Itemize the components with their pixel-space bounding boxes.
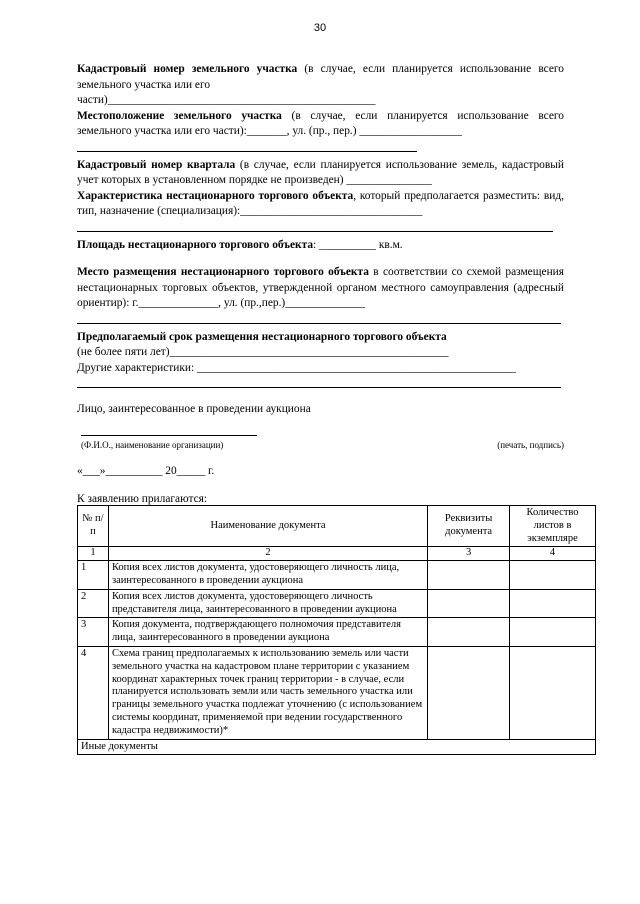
row-name: Копия документа, подтверждающего полномочия представителя лица, заинтересованного в проведении аукциона [108, 618, 427, 647]
interested-person: Лицо, заинтересованное в проведении аукциона [77, 403, 311, 415]
placement-extra-line[interactable] [77, 312, 561, 324]
page-number: 30 [313, 22, 327, 34]
row-name: Схема границ предполагаемых к использованию земель или части земельного участка на кадастровом плане территории с указанием координат характерных точек границ территории - в случае, если планируется использовать земли или часть земельного участка или границы земельного участка подлежат уточнению (с использованием системы координат, применяемой при ведении государственного кадастра недвижимости)* [108, 646, 427, 739]
location-extra-line[interactable] [77, 140, 417, 152]
cadastral-plot-label: Кадастровый номер земельного участка [77, 63, 298, 75]
cadastral-quarter-text[interactable]: (в случае, если планируется использование земель, кадастровый учет которых в установленном порядке не произведен) _______________ [77, 158, 564, 186]
term-label: Предполагаемый срок размещения нестационарного торгового объекта [77, 330, 447, 343]
other-documents: Иные документы [78, 739, 596, 755]
cadastral-quarter-field [77, 158, 564, 189]
signature-right-caption: (печать, подпись) [497, 439, 564, 450]
row-count[interactable] [510, 561, 596, 590]
table-row [78, 646, 596, 739]
characteristic-text[interactable]: , который предполагается разместить: вид, тип, назначение (специализация):________________________________ [77, 189, 564, 217]
header-count: Количество листов в экземпляре [510, 506, 596, 547]
area-text[interactable]: : __________ кв.м. [313, 238, 403, 251]
application-form [77, 62, 579, 755]
area-label: Площадь нестационарного торгового объекта [77, 238, 314, 251]
row-requisites[interactable] [428, 618, 510, 647]
index-cell: 3 [428, 547, 510, 561]
placement-label: Место размещения нестационарного торгового объекта [77, 266, 369, 278]
area-field [77, 238, 564, 254]
other-extra-line[interactable] [77, 376, 561, 388]
index-cell: 2 [108, 547, 427, 561]
date-line[interactable]: «___»__________ 20_____ г. [77, 464, 215, 477]
row-count[interactable] [510, 618, 596, 647]
signature-left-caption: (Ф.И.О., наименование организации) [81, 439, 224, 450]
row-count[interactable] [510, 589, 596, 618]
signature-block [77, 432, 564, 462]
table-header-row [78, 506, 596, 547]
characteristic-label: Характеристика нестационарного торгового объекта [77, 189, 354, 202]
characteristic-extra-line[interactable] [77, 220, 553, 232]
row-num: 4 [78, 646, 109, 739]
table-row [78, 618, 596, 647]
row-num: 1 [78, 561, 109, 590]
attachments-label: К заявлению прилагаются: [77, 493, 208, 505]
row-num: 3 [78, 618, 109, 647]
cadastral-plot-line[interactable]: части)_______________________________________________ [77, 94, 376, 106]
table-footer-row [78, 739, 596, 755]
cadastral-quarter-label: Кадастровый номер квартала [77, 158, 236, 171]
attachments-table [77, 505, 596, 755]
row-num: 2 [78, 589, 109, 618]
index-cell: 1 [78, 547, 109, 561]
location-label: Местоположение земельного участка [77, 109, 282, 122]
term-text[interactable]: (не более пяти лет)_________________________________________________ [77, 346, 449, 358]
row-name: Копия всех листов документа, удостоверяющего личность лица, заинтересованного в проведении аукциона [108, 561, 427, 590]
table-row [78, 589, 596, 618]
header-num: № п/п [78, 506, 109, 547]
location-field [77, 109, 564, 152]
header-name: Наименование документа [108, 506, 427, 547]
header-requisites: Реквизиты документа [428, 506, 510, 547]
location-text[interactable]: (в случае, если планируется использование всего земельного участка или его части):_______, ул. (пр., пер.) __________________ [77, 109, 564, 137]
term-field [77, 330, 564, 361]
cadastral-plot-field [77, 62, 564, 109]
row-name: Копия всех листов документа, удостоверяющего личность представителя лица, заинтересованного в проведении аукциона [108, 589, 427, 618]
characteristic-field [77, 189, 564, 232]
row-count[interactable] [510, 646, 596, 739]
row-requisites[interactable] [428, 589, 510, 618]
table-row [78, 561, 596, 590]
index-cell: 4 [510, 547, 596, 561]
other-field [77, 361, 564, 389]
cadastral-plot-text: (в случае, если планируется использование всего земельного участка или его [77, 63, 564, 91]
row-requisites[interactable] [428, 646, 510, 739]
table-index-row [78, 547, 596, 561]
signature-line[interactable] [81, 435, 257, 436]
placement-field [77, 265, 564, 324]
other-text[interactable]: Другие характеристики: ________________________________________________________ [77, 361, 516, 374]
placement-text[interactable]: в соответствии со схемой размещения нестационарных торговых объектов, утвержденной органом местного самоуправления (адресный ориентир): г.______________, ул. (пр.,пер.)______________ [77, 266, 564, 309]
row-requisites[interactable] [428, 561, 510, 590]
